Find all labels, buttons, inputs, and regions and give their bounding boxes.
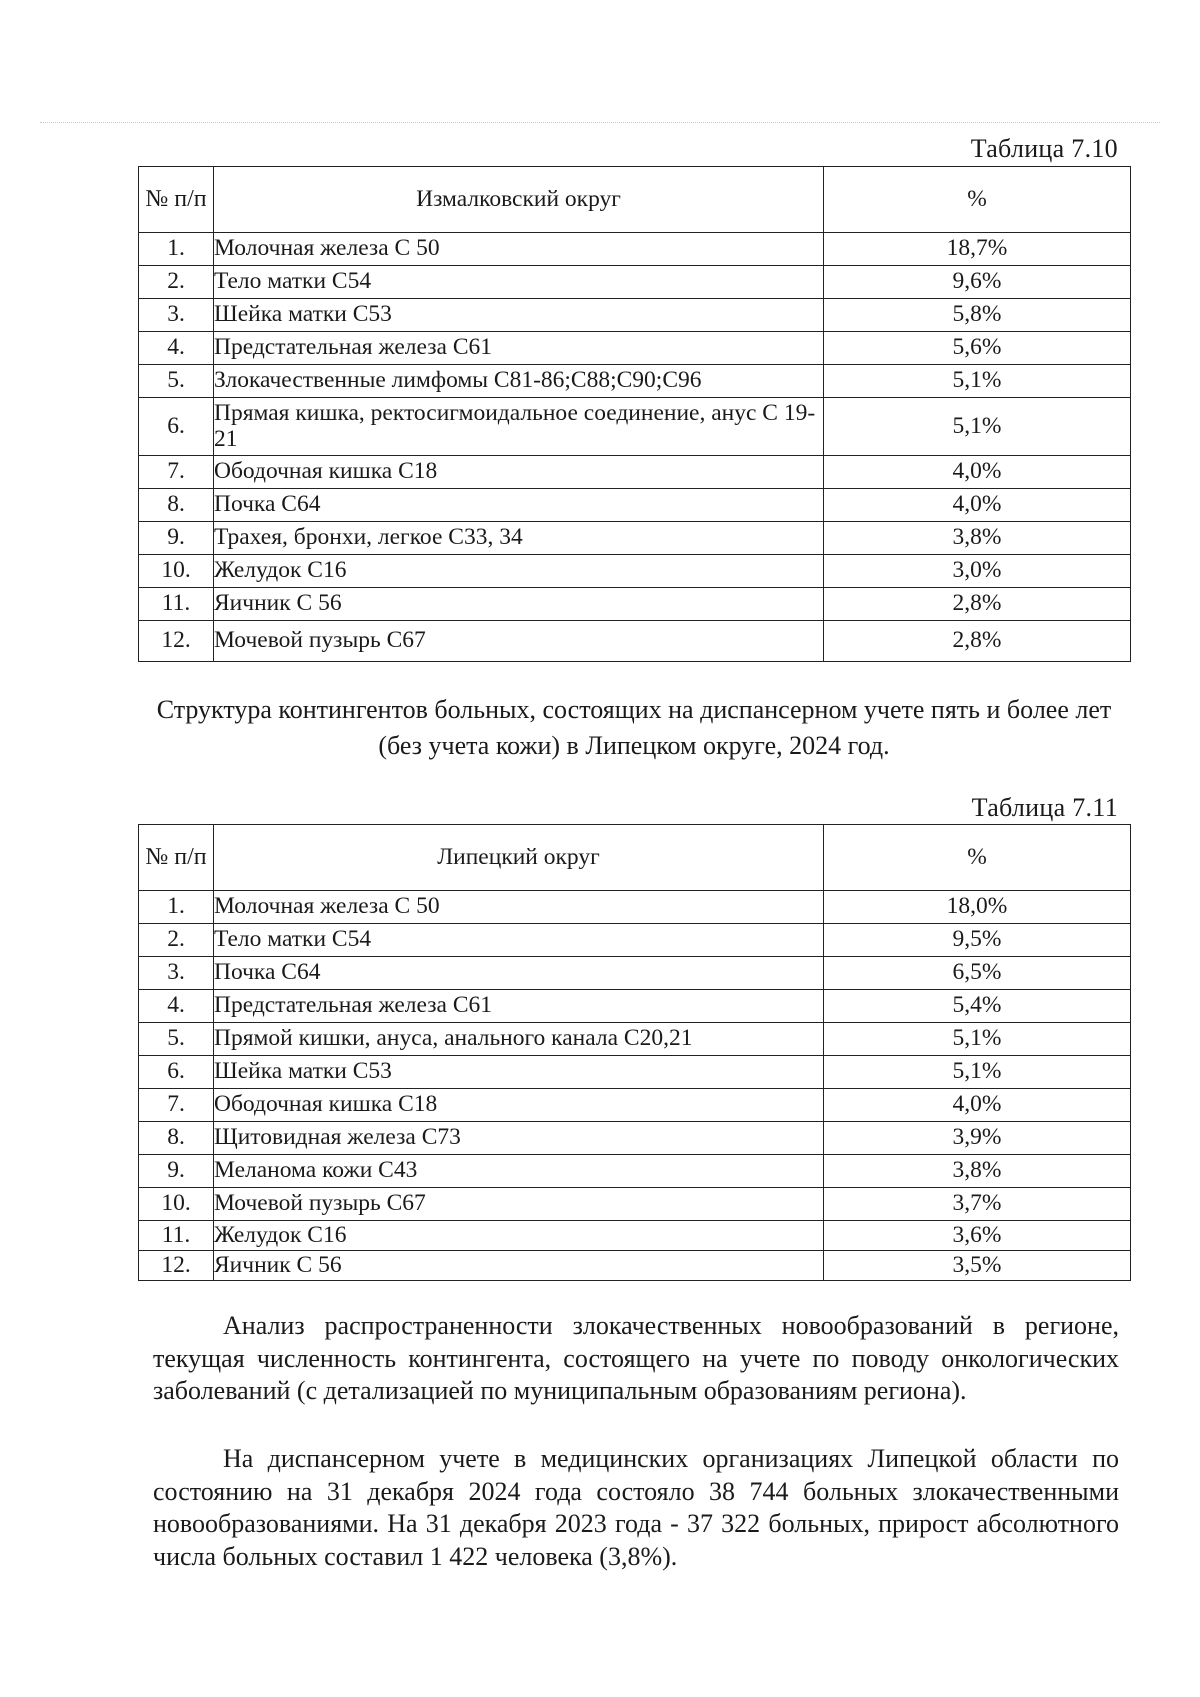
table-row [139,489,1131,522]
row-num: 10. [139,555,214,588]
table-caption-7-10: Таблица 7.10 [970,134,1118,163]
row-name: Мочевой пузырь С67 [214,621,824,662]
table-row [139,365,1131,398]
table-row [139,621,1131,662]
row-num: 7. [139,1089,214,1122]
header-district: Измалковский округ [214,167,824,233]
table-row [139,1155,1131,1188]
row-name: Шейка матки С53 [214,1056,824,1089]
row-num: 3. [139,957,214,990]
row-num: 1. [139,891,214,924]
header-num: № п/п [139,825,214,891]
row-num: 2. [139,924,214,957]
row-name: Яичник С 56 [214,588,824,621]
row-percent: 3,5% [824,1251,1131,1281]
header-percent: % [824,825,1131,891]
row-name: Желудок С16 [214,1221,824,1251]
row-name: Щитовидная железа С73 [214,1122,824,1155]
table-row [139,588,1131,621]
row-percent: 5,4% [824,990,1131,1023]
header-district: Липецкий округ [214,825,824,891]
row-num: 2. [139,266,214,299]
paragraph-analysis [153,1310,1119,1408]
header-num: № п/п [139,167,214,233]
row-percent: 18,7% [824,233,1131,266]
row-percent: 3,0% [824,555,1131,588]
row-name: Молочная железа С 50 [214,233,824,266]
row-name: Молочная железа С 50 [214,891,824,924]
row-name: Трахея, бронхи, легкое С33, 34 [214,522,824,555]
row-name: Шейка матки С53 [214,299,824,332]
row-percent: 5,6% [824,332,1131,365]
row-name: Тело матки С54 [214,266,824,299]
paragraph-text: На диспансерном учете в медицинских организациях Липецкой области по состоянию на 31 декабря 2024 года состояло 38 744 больных злокачественными новообразованиями. На 31 декабря 2023 года - 37 322 больных, прирост абсолютного числа больных составил 1 422 человека (3,8%). [153,1444,1119,1571]
table-row [139,957,1131,990]
row-num: 6. [139,1056,214,1089]
row-num: 9. [139,522,214,555]
table-row [139,1221,1131,1251]
row-num: 10. [139,1188,214,1221]
row-name: Меланома кожи С43 [214,1155,824,1188]
row-name: Яичник С 56 [214,1251,824,1281]
row-percent: 5,8% [824,299,1131,332]
row-percent: 18,0% [824,891,1131,924]
table-header-row [139,825,1131,891]
row-num: 9. [139,1155,214,1188]
row-num: 7. [139,456,214,489]
table-row [139,456,1131,489]
row-num: 4. [139,990,214,1023]
table-row [139,299,1131,332]
row-num: 3. [139,299,214,332]
row-num: 5. [139,365,214,398]
row-name: Прямой кишки, ануса, анального канала С20,21 [214,1023,824,1056]
row-name: Предстательная железа С61 [214,332,824,365]
row-percent: 5,1% [824,398,1131,456]
row-percent: 5,1% [824,1023,1131,1056]
row-percent: 6,5% [824,957,1131,990]
row-percent: 4,0% [824,1089,1131,1122]
row-percent: 5,1% [824,365,1131,398]
paragraph-statistics [153,1443,1119,1573]
row-name: Почка С64 [214,957,824,990]
row-num: 4. [139,332,214,365]
row-name: Мочевой пузырь С67 [214,1188,824,1221]
row-percent: 2,8% [824,621,1131,662]
table-row [139,332,1131,365]
table-izmalkovsky [138,166,1131,662]
table-header-row [139,167,1131,233]
table-caption-7-11: Таблица 7.11 [971,793,1118,822]
row-num: 8. [139,489,214,522]
row-percent: 4,0% [824,489,1131,522]
table-row [139,266,1131,299]
table-row [139,1122,1131,1155]
row-num: 12. [139,621,214,662]
row-percent: 3,8% [824,522,1131,555]
row-percent: 9,6% [824,266,1131,299]
table-lipetsky [138,824,1131,1281]
table-row [139,1056,1131,1089]
table-row [139,1251,1131,1281]
table-row [139,398,1131,456]
table-row [139,990,1131,1023]
row-num: 12. [139,1251,214,1281]
row-num: 6. [139,398,214,456]
table-row [139,1089,1131,1122]
header-percent: % [824,167,1131,233]
row-percent: 2,8% [824,588,1131,621]
row-name: Злокачественные лимфомы С81-86;С88;С90;С96 [214,365,824,398]
row-name: Желудок С16 [214,555,824,588]
table-row [139,555,1131,588]
row-percent: 3,6% [824,1221,1131,1251]
table-row [139,924,1131,957]
table-row [139,891,1131,924]
table-row [139,1023,1131,1056]
paragraph-text: Анализ распространенности злокачественных новообразований в регионе, текущая численность контингента, состоящего на учете по поводу онкологических заболеваний (с детализацией по муниципальным образованиям региона). [153,1311,1119,1405]
row-name: Ободочная кишка С18 [214,456,824,489]
row-num: 11. [139,588,214,621]
row-name: Прямая кишка, ректосигмоидальное соединение, анус С 19-21 [214,398,824,456]
row-num: 11. [139,1221,214,1251]
row-percent: 3,9% [824,1122,1131,1155]
row-percent: 4,0% [824,456,1131,489]
scan-artifact-line [40,122,1160,123]
table-row [139,522,1131,555]
row-num: 5. [139,1023,214,1056]
row-percent: 5,1% [824,1056,1131,1089]
row-num: 1. [139,233,214,266]
row-num: 8. [139,1122,214,1155]
row-name: Предстательная железа С61 [214,990,824,1023]
row-name: Почка С64 [214,489,824,522]
row-name: Тело матки С54 [214,924,824,957]
row-percent: 9,5% [824,924,1131,957]
section-heading: Структура контингентов больных, состоящих на диспансерном учете пять и более лет (без учета кожи) в Липецком округе, 2024 год. [156,695,1112,760]
table-row [139,1188,1131,1221]
row-percent: 3,8% [824,1155,1131,1188]
row-name: Ободочная кишка С18 [214,1089,824,1122]
table-row [139,233,1131,266]
row-percent: 3,7% [824,1188,1131,1221]
